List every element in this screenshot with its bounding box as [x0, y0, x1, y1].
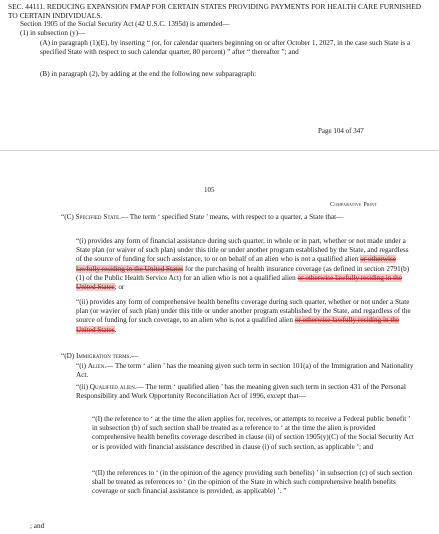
- page-105: [0, 151, 439, 534]
- section-heading: SEC. 44111. REDUCING EXPANSION FMAP FOR CERTAIN STATES PROVIDING PAYMENTS FOR HEALTH CARE FURNISHED TO CERTAIN INDIVIDUALS.: [8, 2, 422, 21]
- D-text: —: [131, 352, 139, 360]
- struck-text: or otherwise lawfully residing in the United States: [76, 255, 396, 273]
- C-label: Specified State.: [75, 213, 121, 221]
- clause-ii-text-2: .: [114, 325, 117, 334]
- subclause-I: “(I) the reference to ‘ at the time the alien applies for, receives, or attempts to receive a Federal public benefit ’ in subsection (b) of such section shall be treated as a reference to ‘ at the time the alien is provided comprehensive health benefits coverage described in clause (ii) of section 1905(y)(C) of the Social Security Act or is provided with financial assistance described in clause (i) of such section, as applicable ’; and: [92, 415, 414, 451]
- Di-lead: “(i): [76, 362, 88, 370]
- page-104: [0, 0, 439, 150]
- Dii-lead: “(ii): [76, 383, 90, 391]
- clause-i-text-2: for the purchasing of health insurance coverage (as defined in section 2791(b)(1) of the Public Health Service Act) for an alien who is not a qualified alien: [76, 264, 410, 282]
- D-lead: “(D): [61, 352, 76, 360]
- clause-ii-text-1: “(ii) provides any form of comprehensive health benefits coverage during such quarter, whether or not under a State plan (or wavier of such plan) under this title or under another program established by the State, and regardless of the source of funding for such coverage, to an alien who is not a qualified alien: [76, 298, 411, 325]
- clause-i-text-1: “(i) provides any form of financial assistance during such quarter, in whole or in part, whether or not made under a State plan (or waiver of such plan) under this title or under another program established by the State, and regardless of the source of funding for such assistance, to or on behalf of an alien who is not a qualified alien: [76, 237, 409, 264]
- struck-text: or otherwise lawfully residing in the United States: [76, 316, 400, 334]
- clause-ii: [76, 298, 416, 335]
- page-number: Page 104 of 347: [318, 127, 364, 135]
- D-label: Immigration terms.: [75, 352, 132, 360]
- Di-label: Alien.: [87, 362, 107, 370]
- clause-i-text-3: ; or: [114, 283, 125, 292]
- D-clause-i: [76, 362, 416, 380]
- section-intro: Section 1905 of the Social Security Act (42 U.S.C. 1395d) is amended—: [20, 20, 230, 28]
- Di-text: — The term ‘ alien ’ has the meaning given such term in section 101(a) of the Immigration and Nationality Act.: [76, 362, 414, 380]
- Dii-label: Qualified alien.: [89, 383, 137, 391]
- paragraph-A: (A) in paragraph (1)(E), by inserting “ (or, for calendar quarters beginning on or after October 1, 2027, in the case such State is a specified State with respect to such calendar quarter, 80 percent) ” after “ thereafter ”; and: [40, 39, 411, 57]
- page-number-105: 105: [204, 186, 215, 194]
- struck-text: or otherwise lawfully residing in the United States: [76, 273, 402, 292]
- C-lead: “(C): [61, 213, 76, 221]
- comparative-print-label: Comparative Print: [330, 202, 377, 208]
- subparagraph-D: [61, 352, 416, 361]
- subclause-II: “(II) the references to ‘ (in the opinion of the agency providing such benefits) ’ in subsection (c) of such section shall be treated as references to ‘ (in the opinion of the State in which such comprehensive health benefits coverage or such financial assistance is provided, as applicable) ’. ”: [92, 469, 413, 496]
- D-clause-ii: [76, 383, 416, 401]
- Dii-text: — The term ‘ qualified alien ’ has the meaning given such term in section 431 of the Personal Responsibility and Work Opportunity Reconciliation Act of 1996, except that—: [76, 383, 406, 401]
- C-text: — The term ‘ specified State ’ means, with respect to a quarter, a State that—: [120, 213, 344, 221]
- paragraph-B: (B) in paragraph (2), by adding at the end the following new subparagraph:: [40, 70, 257, 78]
- trailing-and: ; and: [30, 522, 45, 530]
- subsection-1: (1) in subsection (y)—: [20, 29, 86, 37]
- subparagraph-C: [61, 213, 416, 222]
- clause-i: [76, 237, 416, 292]
